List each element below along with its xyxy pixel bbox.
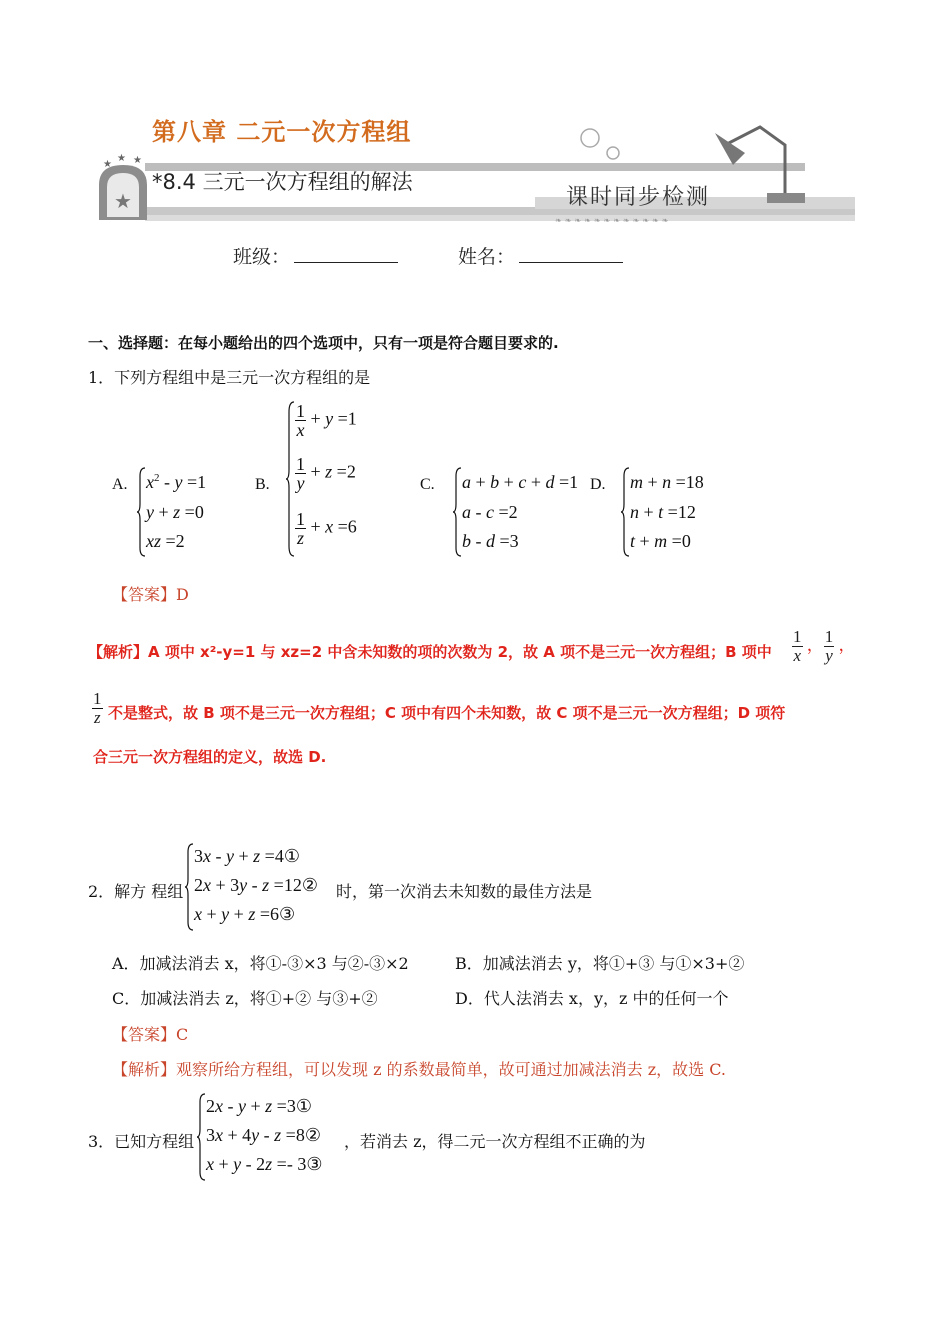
svg-text:★: ★ <box>133 155 142 166</box>
q3-stem-pre: 3．已知方程组 <box>88 1132 195 1151</box>
q1-option-c-label: C. <box>420 476 435 493</box>
q1-stem: 1．下列方程组中是三元一次方程组的是 <box>88 368 371 387</box>
q1-analysis-line3: 合三元一次方程组的定义，故选 D. <box>93 748 327 766</box>
q2-answer: 【答案】C <box>112 1025 189 1044</box>
q1-c-eq3: b - d =3 <box>462 531 519 551</box>
class-label: 班级： <box>233 246 291 268</box>
class-blank[interactable] <box>294 246 398 263</box>
q1-option-c-system <box>452 466 587 558</box>
q2-option-a: A．加减法消去 x，将①-③×3 与②-③×2 <box>112 954 409 973</box>
q1-b-eq1: $\frac{1}{x}$ + y =1 <box>296 401 357 440</box>
part1-heading: 一、选择题：在每小题给出的四个选项中，只有一项是符合题目要求的. <box>88 334 559 352</box>
q3-stem-post: ，若消去 z，得二元一次方程组不正确的为 <box>344 1132 646 1151</box>
q1-d-eq3: t + m =0 <box>630 531 691 551</box>
q1-a-eq3: xz =2 <box>146 531 185 551</box>
q3-eq2: 3x + 4y - z =8② <box>206 1125 321 1145</box>
q1-a-eq1: $x^2 - y =1$ <box>146 472 207 492</box>
q2-eq2: 2x + 3y - z =12② <box>194 875 318 895</box>
chapter-title: 第八章 二元一次方程组 <box>152 118 412 146</box>
brace-icon <box>196 1092 206 1182</box>
svg-text:★: ★ <box>114 189 132 213</box>
q1-option-d-system <box>620 466 730 558</box>
banner-slogan: 课时同步检测 <box>566 185 711 210</box>
section-title: *8.4 三元一次方程组的解法 <box>152 170 413 194</box>
q2-stem-pre: 2．解方 程组 <box>88 882 184 901</box>
q2-stem-post: 时，第一次消去未知数的最佳方法是 <box>336 882 593 901</box>
brace-icon <box>620 466 630 558</box>
q1-analysis-fractions: $\frac{1}{x}$ ， $\frac{1}{y}$ ， <box>793 627 856 665</box>
brace-icon <box>184 842 194 932</box>
q2-analysis: 【解析】观察所给方程组，可以发现 z 的系数最简单，故可通过加减法消去 z，故选 C. <box>112 1060 726 1079</box>
q1-analysis-frac-z: $\frac{1}{z}$ <box>93 689 102 727</box>
brace-icon <box>452 466 462 558</box>
svg-text:★: ★ <box>117 153 126 164</box>
q3-eq1: 2x - y + z =3① <box>206 1096 312 1116</box>
q2-option-c: C．加减法消去 z，将①+② 与③+② <box>112 989 378 1008</box>
q2-eq1: 3x - y + z =4① <box>194 846 300 866</box>
q3-system <box>196 1092 346 1182</box>
brace-icon <box>136 466 146 558</box>
q2-option-b: B．加减法消去 y，将①+③ 与①×3+② <box>455 954 745 973</box>
q1-option-b-system <box>285 400 385 558</box>
q2-eq3: x + y + z =6③ <box>194 904 296 924</box>
q1-answer: 【答案】D <box>112 585 189 604</box>
q1-analysis-line2: 不是整式，故 B 项不是三元一次方程组；C 项中有四个未知数，故 C 项不是三元一次方程组；D 项符 <box>108 704 786 722</box>
name-blank[interactable] <box>519 246 623 263</box>
q1-option-a-label: A. <box>112 476 128 493</box>
q1-a-eq2: y + z =0 <box>146 502 204 522</box>
name-field <box>458 242 623 269</box>
q1-c-eq1: a + b + c + d =1 <box>462 472 579 492</box>
q1-option-a-system <box>136 466 246 558</box>
q3-eq3: x + y - 2z =- 3③ <box>206 1154 323 1174</box>
brace-icon <box>285 400 295 558</box>
name-label: 姓名： <box>458 246 516 268</box>
svg-text:❧❧❧❧❧❧❧❧❧❧❧❧: ❧❧❧❧❧❧❧❧❧❧❧❧ <box>555 216 672 225</box>
q1-d-eq2: n + t =12 <box>630 502 696 522</box>
q2-option-d: D．代人法消去 x，y，z 中的任何一个 <box>455 989 729 1008</box>
svg-text:★: ★ <box>103 159 112 170</box>
q2-system <box>184 842 334 932</box>
q1-option-b-label: B. <box>255 476 270 493</box>
q1-d-eq1: m + n =18 <box>630 472 704 492</box>
q1-c-eq2: a - c =2 <box>462 502 518 522</box>
q1-b-eq2: $\frac{1}{y}$ + z =2 <box>296 454 356 493</box>
q1-option-d-label: D. <box>590 476 606 493</box>
q1-b-eq3: $\frac{1}{z}$ + x =6 <box>296 509 357 548</box>
q1-analysis-line1: 【解析】A 项中 x²-y=1 与 xz=2 中含未知数的项的次数为 2，故 A 项不是三元一次方程组；B 项中 <box>88 643 772 661</box>
class-field <box>233 242 398 269</box>
